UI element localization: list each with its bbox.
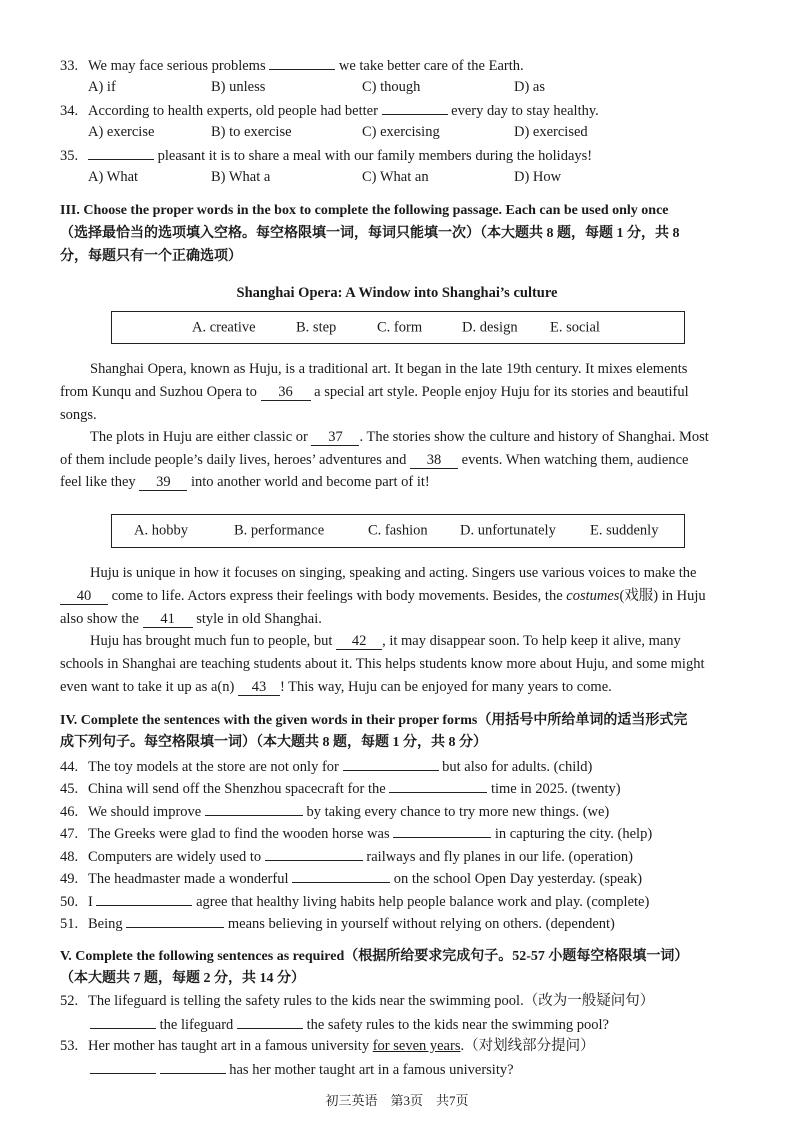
word-option: C. form [377, 319, 423, 335]
passage-line: even want to take it up as a(n) 43 ! This way, Huju can be enjoyed for many years to come. [60, 679, 612, 695]
section-3-heading: III. Choose the proper words in the box to complete the following passage. Each can be used only once [60, 203, 669, 218]
question-51: 51. Being means believing in yourself without relying on others. (dependent) [60, 913, 615, 934]
word-option: B. performance [234, 522, 325, 539]
answer-blank[interactable] [265, 846, 363, 861]
blank-39[interactable]: 39 [139, 474, 187, 491]
answer-blank[interactable] [96, 891, 192, 906]
answer-blank[interactable] [343, 756, 439, 771]
answer-blank[interactable] [393, 823, 491, 838]
answer-blank[interactable] [160, 1059, 226, 1074]
blank-43[interactable]: 43 [238, 679, 280, 696]
question-35: 35. pleasant it is to share a meal with our family members during the holidays! [60, 145, 592, 166]
answer-blank[interactable] [382, 100, 448, 115]
option-a[interactable]: A) if [88, 79, 116, 95]
word-option: E. social [550, 319, 600, 335]
underlined-phrase: for seven years [372, 1038, 461, 1054]
passage-line: of them include people’s daily lives, heroes’ adventures and 38 events. When watching them, audience [60, 452, 689, 468]
blank-41[interactable]: 41 [143, 611, 193, 628]
blank-36[interactable]: 36 [261, 384, 311, 401]
word-option: E. suddenly [590, 522, 659, 539]
word-option: A. creative [192, 319, 256, 335]
word-option: A. hobby [134, 522, 188, 539]
passage-line: also show the 41 style in old Shanghai. [60, 611, 322, 627]
question-33: 33. We may face serious problems we take better care of the Earth. [60, 55, 524, 76]
answer-blank[interactable] [389, 778, 487, 793]
word-option: D. design [462, 319, 518, 335]
passage-line: Huju is unique in how it focuses on singing, speaking and acting. Singers use various voices to make the [90, 565, 697, 581]
word-option: C. fashion [368, 522, 428, 539]
answer-blank[interactable] [126, 913, 224, 928]
answer-blank[interactable] [205, 801, 303, 816]
section-4-heading: IV. Complete the sentences with the given words in their proper forms（用括号中所给单词的适当形式完 [60, 713, 688, 728]
option-d[interactable]: D) How [514, 169, 562, 185]
blank-40[interactable]: 40 [60, 588, 108, 605]
option-b[interactable]: B) to exercise [211, 124, 292, 140]
passage-line: from Kunqu and Suzhou Opera to 36 a special art style. People enjoy Huju for its stories and beautiful [60, 384, 689, 400]
passage-line: Shanghai Opera, known as Huju, is a traditional art. It began in the late 19th century. It mixes elements [90, 361, 688, 377]
answer-blank[interactable] [237, 1014, 303, 1029]
question-50: 50. I agree that healthy living habits help people balance work and play. (complete) [60, 891, 649, 912]
option-d[interactable]: D) exercised [514, 124, 588, 140]
blank-37[interactable]: 37 [311, 429, 359, 446]
page-footer: 初三英语 第3页 共7页 [325, 1093, 469, 1108]
section-5-heading-cn: （本大题共 7 题，每题 2 分，共 14 分） [60, 971, 305, 986]
passage-line: The plots in Huju are either classic or 37 . The stories show the culture and history of Shanghai. Most [90, 429, 709, 445]
question-48: 48. Computers are widely used to railways and fly planes in our life. (operation) [60, 846, 633, 867]
word-box-2 [111, 514, 685, 548]
question-52: 52. The lifeguard is telling the safety rules to the kids near the swimming pool.（改为一般疑问句） [60, 993, 655, 1009]
option-c[interactable]: C) exercising [362, 124, 440, 140]
question-47: 47. The Greeks were glad to find the wooden horse was in capturing the city. (help) [60, 823, 652, 844]
answer-blank[interactable] [90, 1059, 156, 1074]
passage-line: feel like they 39 into another world and become part of it! [60, 474, 430, 490]
passage-line: 40 come to life. Actors express their feelings with body movements. Besides, the costumes(戏服) in Huju [60, 586, 706, 606]
option-b[interactable]: B) What a [211, 169, 271, 185]
passage-line: schools in Shanghai are teaching students about it. This helps students know more about Huju, and some might [60, 656, 705, 672]
question-34: 34. According to health experts, old people had better every day to stay healthy. [60, 100, 599, 121]
word-box-1 [111, 311, 685, 344]
question-45: 45. China will send off the Shenzhou spacecraft for the time in 2025. (twenty) [60, 778, 621, 799]
option-a[interactable]: A) What [88, 169, 139, 185]
option-a[interactable]: A) exercise [88, 124, 155, 140]
passage-line: songs. [60, 407, 97, 423]
section-4-heading-cn: 成下列句子。每空格限填一词）（本大题共 8 题，每题 1 分，共 8 分） [60, 735, 487, 750]
question-49: 49. The headmaster made a wonderful on the school Open Day yesterday. (speak) [60, 868, 642, 889]
passage-line: Huju has brought much fun to people, but 42 , it may disappear soon. To help keep it alive, many [90, 633, 681, 649]
option-b[interactable]: B) unless [211, 79, 266, 95]
answer-blank[interactable] [269, 55, 335, 70]
word-option: D. unfortunately [460, 522, 556, 539]
question-44: 44. The toy models at the store are not only for but also for adults. (child) [60, 756, 592, 777]
option-c[interactable]: C) though [362, 79, 421, 95]
answer-blank[interactable] [292, 868, 390, 883]
section-5-heading: V. Complete the following sentences as required（根据所给要求完成句子。52-57 小题每空格限填一词） [60, 949, 689, 964]
question-46: 46. We should improve by taking every chance to try more new things. (we) [60, 801, 609, 822]
word-option: B. step [296, 319, 337, 335]
answer-blank[interactable] [88, 145, 154, 160]
option-d[interactable]: D) as [514, 79, 546, 95]
passage-title: Shanghai Opera: A Window into Shanghai’s culture [236, 285, 558, 301]
section-3-heading-cn-2: 分，每题只有一个正确选项） [60, 249, 242, 264]
blank-38[interactable]: 38 [410, 452, 458, 469]
answer-52: the lifeguard the safety rules to the kids near the swimming pool? [90, 1014, 609, 1035]
question-53: 53. Her mother has taught art in a famous university for seven years.（对划线部分提问） [60, 1038, 595, 1054]
answer-blank[interactable] [90, 1014, 156, 1029]
section-3-heading-cn: （选择最恰当的选项填入空格。每空格限填一词，每词只能填一次）（本大题共 8 题，每题 1 分，共 8 [60, 226, 680, 241]
blank-42[interactable]: 42 [336, 633, 382, 650]
answer-53: has her mother taught art in a famous university? [90, 1059, 514, 1080]
option-c[interactable]: C) What an [362, 169, 429, 185]
